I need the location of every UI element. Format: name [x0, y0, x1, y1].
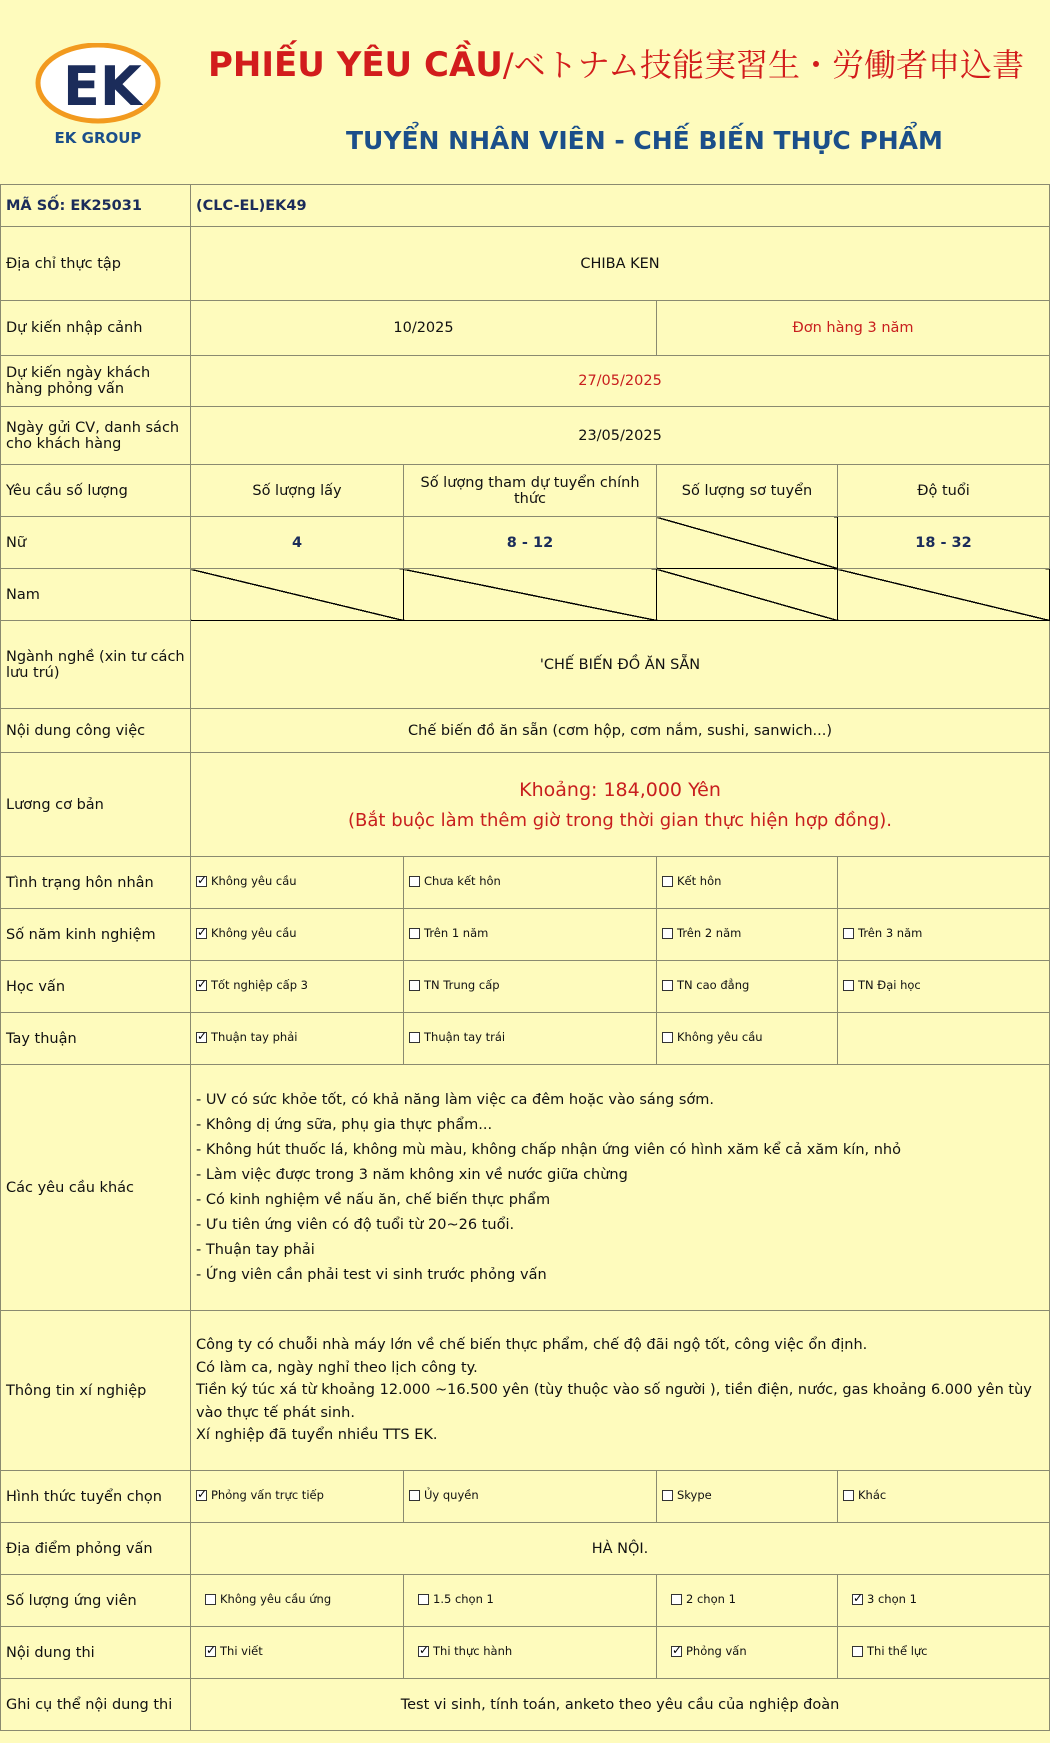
svg-text:EK: EK: [63, 55, 142, 118]
hinh-thuc-option[interactable]: Skype: [657, 1471, 838, 1523]
checkbox[interactable]: [409, 1032, 420, 1043]
ek-group-logo: [33, 43, 163, 153]
so-luong-uv-label: Số lượng ứng viên: [1, 1575, 191, 1627]
row-kinh-nghiem: [1, 909, 1050, 961]
ma-so-code: (CLC-EL)EK49: [191, 185, 1050, 227]
noi-dung-thi-option[interactable]: ✓ Thi viết: [191, 1627, 404, 1679]
dia-chi-label: Địa chỉ thực tập: [1, 227, 191, 301]
ghi-chu-label: Ghi cụ thể nội dung thi: [1, 1679, 191, 1731]
tay-thuan-label: Tay thuận: [1, 1013, 191, 1065]
header-tham-du: Số lượng tham dự tuyển chính thức: [404, 465, 657, 517]
luong-label: Lương cơ bản: [1, 753, 191, 857]
nam-cell-empty: [838, 569, 1050, 621]
request-form-table: [0, 184, 1050, 1731]
so-luong-uv-option[interactable]: 2 chọn 1: [657, 1575, 838, 1627]
hon-nhan-option[interactable]: Chưa kết hôn: [404, 857, 657, 909]
checkbox[interactable]: [843, 1490, 854, 1501]
dia-diem-value: HÀ NỘI.: [191, 1523, 1050, 1575]
list-item: - Thuận tay phải: [196, 1241, 315, 1258]
so-luong-uv-option[interactable]: 1.5 chọn 1: [404, 1575, 657, 1627]
hoc-van-option[interactable]: TN cao đẳng: [657, 961, 838, 1013]
dia-diem-label: Địa điểm phỏng vấn: [1, 1523, 191, 1575]
row-dia-diem: [1, 1523, 1050, 1575]
hoc-van-label: Học vấn: [1, 961, 191, 1013]
row-dia-chi: [1, 227, 1050, 301]
checkbox[interactable]: [409, 876, 420, 887]
nu-do-tuoi: 18 - 32: [838, 517, 1050, 569]
checkbox[interactable]: [418, 1646, 429, 1657]
noi-dung-thi-option[interactable]: Thi thể lực: [838, 1627, 1050, 1679]
document-header: [0, 0, 1050, 184]
noi-dung-cv-value: Chế biến đồ ăn sẵn (cơm hộp, cơm nắm, sushi, sanwich...): [191, 709, 1050, 753]
nhap-canh-value: 10/2025: [191, 301, 657, 356]
salary-note: (Bắt buộc làm thêm giờ trong thời gian thực hiện hợp đồng).: [348, 809, 893, 831]
gui-cv-value: 23/05/2025: [191, 407, 1050, 465]
phong-van-date-value: 27/05/2025: [191, 356, 1050, 407]
yeu-cau-khac-list: [191, 1065, 1050, 1311]
ma-so-label: MÃ SỐ: EK25031: [1, 185, 191, 227]
noi-dung-thi-option[interactable]: ✓ Phỏng vấn: [657, 1627, 838, 1679]
row-phong-van-date: [1, 356, 1050, 407]
header-so-tuyen: Số lượng sơ tuyển: [657, 465, 838, 517]
info-line: Xí nghiệp đã tuyển nhiều TTS EK.: [196, 1427, 438, 1444]
checkbox[interactable]: [409, 980, 420, 991]
hoc-van-option[interactable]: TN Đại học: [838, 961, 1050, 1013]
empty-cell: [838, 1013, 1050, 1065]
checkbox[interactable]: [662, 1490, 673, 1501]
hoc-van-option[interactable]: TN Trung cấp: [404, 961, 657, 1013]
checkbox[interactable]: [662, 928, 673, 939]
nu-so-luong-lay: 4: [191, 517, 404, 569]
list-item: - Ứng viên cần phải test vi sinh trước phỏng vấn: [196, 1266, 547, 1283]
kinh-nghiem-option[interactable]: Trên 3 năm: [838, 909, 1050, 961]
yeu-cau-khac-label: Các yêu cầu khác: [1, 1065, 191, 1311]
tay-thuan-option[interactable]: ✓ Thuận tay phải: [191, 1013, 404, 1065]
checkbox[interactable]: [843, 980, 854, 991]
hoc-van-option[interactable]: ✓ Tốt nghiệp cấp 3: [191, 961, 404, 1013]
dia-chi-value: CHIBA KEN: [191, 227, 1050, 301]
nam-label: Nam: [1, 569, 191, 621]
kinh-nghiem-option[interactable]: Trên 2 năm: [657, 909, 838, 961]
salary-amount: Khoảng: 184,000 Yên: [519, 778, 721, 801]
tay-thuan-option[interactable]: Thuận tay trái: [404, 1013, 657, 1065]
row-yeu-cau-khac: [1, 1065, 1050, 1311]
noi-dung-thi-option[interactable]: ✓ Thi thực hành: [404, 1627, 657, 1679]
noi-dung-thi-label: Nội dung thi: [1, 1627, 191, 1679]
luong-value: [191, 753, 1050, 857]
checkbox[interactable]: [852, 1646, 863, 1657]
list-item: - Không dị ứng sữa, phụ gia thực phẩm...: [196, 1116, 493, 1133]
row-noi-dung-thi: [1, 1627, 1050, 1679]
checkbox[interactable]: [418, 1594, 429, 1605]
nam-cell-empty: [191, 569, 404, 621]
nu-tham-du: 8 - 12: [404, 517, 657, 569]
checkbox[interactable]: [662, 1032, 673, 1043]
nam-cell-empty: [404, 569, 657, 621]
checkbox[interactable]: [196, 928, 207, 939]
list-item: - Ưu tiên ứng viên có độ tuổi từ 20~26 tuổi.: [196, 1216, 515, 1233]
checkbox[interactable]: [196, 1032, 207, 1043]
info-line: Công ty có chuỗi nhà máy lớn về chế biến thực phẩm, chế độ đãi ngộ tốt, công việc ổn định.: [196, 1337, 868, 1354]
gui-cv-label: Ngày gửi CV, danh sách cho khách hàng: [1, 407, 191, 465]
row-so-luong-header: [1, 465, 1050, 517]
checkbox[interactable]: [843, 928, 854, 939]
row-ma-so: [1, 185, 1050, 227]
xi-nghiep-info: [191, 1311, 1050, 1471]
page-subtitle: TUYỂN NHÂN VIÊN - CHẾ BIẾN THỰC PHẨM: [346, 126, 943, 155]
hon-nhan-label: Tình trạng hôn nhân: [1, 857, 191, 909]
nhap-canh-note: Đơn hàng 3 năm: [657, 301, 1050, 356]
hinh-thuc-option[interactable]: ✓ Phỏng vấn trực tiếp: [191, 1471, 404, 1523]
checkbox[interactable]: [662, 876, 673, 887]
row-nganh-nghe: [1, 621, 1050, 709]
list-item: - Có kinh nghiệm về nấu ăn, chế biến thực phẩm: [196, 1191, 551, 1208]
row-noi-dung-cv: [1, 709, 1050, 753]
list-item: - Làm việc được trong 3 năm không xin về nước giữa chừng: [196, 1166, 628, 1183]
row-so-luong-uv: [1, 1575, 1050, 1627]
list-item: - Không hút thuốc lá, không mù màu, không chấp nhận ứng viên có hình xăm kể cả xăm kín, nhỏ: [196, 1141, 901, 1158]
checkbox[interactable]: [409, 1490, 420, 1501]
so-luong-uv-option[interactable]: Không yêu cầu ứng: [191, 1575, 404, 1627]
checkbox[interactable]: [205, 1594, 216, 1605]
header-so-luong-lay: Số lượng lấy: [191, 465, 404, 517]
nganh-nghe-label: Ngành nghề (xin tư cách lưu trú): [1, 621, 191, 709]
checkbox[interactable]: [671, 1646, 682, 1657]
checkbox[interactable]: [196, 1490, 207, 1501]
kinh-nghiem-option[interactable]: ✓ Không yêu cầu: [191, 909, 404, 961]
checkbox[interactable]: [852, 1594, 863, 1605]
row-nhap-canh: [1, 301, 1050, 356]
header-do-tuoi: Độ tuổi: [838, 465, 1050, 517]
hon-nhan-option[interactable]: Kết hôn: [657, 857, 838, 909]
empty-cell: [838, 857, 1050, 909]
row-gui-cv: [1, 407, 1050, 465]
row-nu: [1, 517, 1050, 569]
info-line: Có làm ca, ngày nghỉ theo lịch công ty.: [196, 1359, 478, 1376]
checkbox[interactable]: [196, 876, 207, 887]
xi-nghiep-label: Thông tin xí nghiệp: [1, 1311, 191, 1471]
kinh-nghiem-label: Số năm kinh nghiệm: [1, 909, 191, 961]
row-luong: [1, 753, 1050, 857]
checkbox[interactable]: [662, 980, 673, 991]
list-item: - UV có sức khỏe tốt, có khả năng làm việc ca đêm hoặc vào sáng sớm.: [196, 1091, 714, 1108]
checkbox[interactable]: [196, 980, 207, 991]
checkbox[interactable]: [205, 1646, 216, 1657]
nganh-nghe-value: 'CHẾ BIẾN ĐỒ ĂN SẴN: [191, 621, 1050, 709]
ghi-chu-value: Test vi sinh, tính toán, anketo theo yêu cầu của nghiệp đoàn: [191, 1679, 1050, 1731]
nam-cell-empty: [657, 569, 838, 621]
hinh-thuc-label: Hình thức tuyển chọn: [1, 1471, 191, 1523]
so-luong-uv-option[interactable]: ✓ 3 chọn 1: [838, 1575, 1050, 1627]
tay-thuan-option[interactable]: Không yêu cầu: [657, 1013, 838, 1065]
so-luong-label: Yêu cầu số lượng: [1, 465, 191, 517]
checkbox[interactable]: [409, 928, 420, 939]
row-xi-nghiep: [1, 1311, 1050, 1471]
hinh-thuc-option[interactable]: Khác: [838, 1471, 1050, 1523]
info-line: Tiền ký túc xá từ khoảng 12.000 ~16.500 yên (tùy thuộc vào số người ), tiền điện, nước, gas khoảng 6.000 yên tùy vào thực tế phát sinh.: [196, 1382, 1032, 1421]
page-title: PHIẾU YÊU CẦU/ベトナム技能実習生・労働者申込書: [208, 45, 1025, 85]
kinh-nghiem-option[interactable]: Trên 1 năm: [404, 909, 657, 961]
phong-van-date-label: Dự kiến ngày khách hàng phỏng vấn: [1, 356, 191, 407]
hon-nhan-option[interactable]: ✓ Không yêu cầu: [191, 857, 404, 909]
row-hon-nhan: [1, 857, 1050, 909]
row-nam: [1, 569, 1050, 621]
nu-label: Nữ: [1, 517, 191, 569]
row-hinh-thuc: [1, 1471, 1050, 1523]
nhap-canh-label: Dự kiến nhập cảnh: [1, 301, 191, 356]
row-hoc-van: [1, 961, 1050, 1013]
nu-so-tuyen-empty: [657, 517, 838, 569]
checkbox[interactable]: [671, 1594, 682, 1605]
row-tay-thuan: [1, 1013, 1050, 1065]
row-ghi-chu: [1, 1679, 1050, 1731]
logo-text: EK GROUP: [54, 129, 142, 147]
hinh-thuc-option[interactable]: Ủy quyền: [404, 1471, 657, 1523]
noi-dung-cv-label: Nội dung công việc: [1, 709, 191, 753]
